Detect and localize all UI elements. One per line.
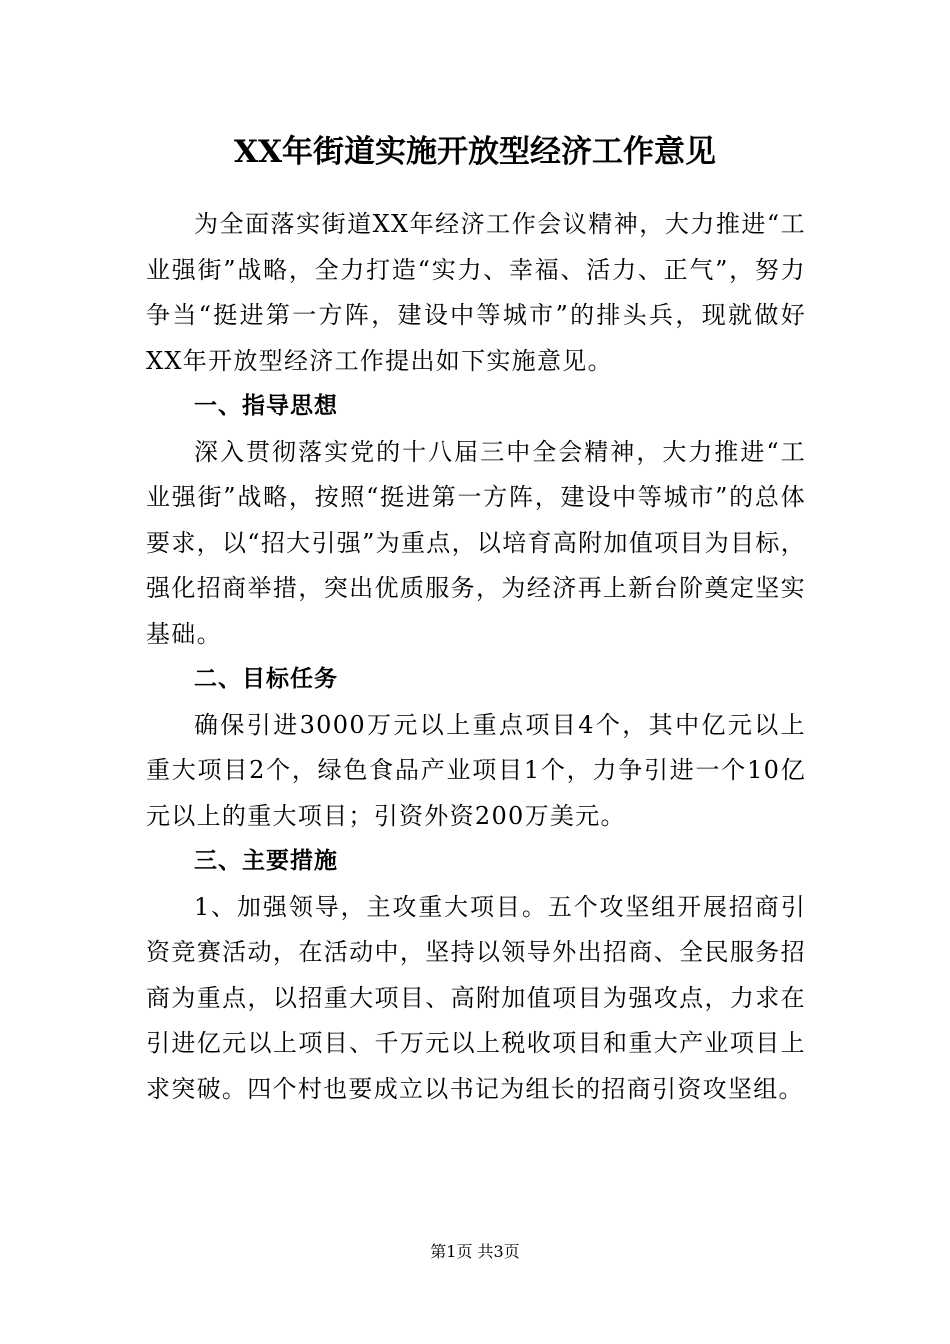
section-paragraph-measures: 1、加强领导，主攻重大项目。五个攻坚组开展招商引资竞赛活动，在活动中，坚持以领导外出招商、全民服务招商为重点，以招重大项目、高附加值项目为强攻点，力求在引进亿元以上项目、千万元以上税收项目和重大产业项目上求突破。四个村也要成立以书记为组长的招商引资攻坚组。 (146, 892, 806, 1103)
section-heading-measures: 三、主要措施 (194, 848, 338, 874)
section-paragraph-targets: 确保引进3000万元以上重点项目4个，其中亿元以上重大项目2个，绿色食品产业项目1个，力争引进一个10亿元以上的重大项目；引资外资200万美元。 (146, 710, 806, 830)
section-heading-guiding-ideology: 一、指导思想 (194, 393, 338, 419)
section-heading-targets: 二、目标任务 (194, 666, 338, 692)
document-title: XX年街道实施开放型经济工作意见 (233, 134, 717, 170)
document-body (146, 202, 806, 1112)
page-footer: 第1页 共3页 (430, 1242, 520, 1261)
intro-paragraph: 为全面落实街道XX年经济工作会议精神，大力推进“工业强街”战略，全力打造“实力、幸福、活力、正气”，努力争当“挺进第一方阵，建设中等城市”的排头兵，现就做好XX年开放型经济工作提出如下实施意见。 (146, 210, 806, 375)
section-paragraph-guiding-ideology: 深入贯彻落实党的十八届三中全会精神，大力推进“工业强街”战略，按照“挺进第一方阵，建设中等城市”的总体要求，以“招大引强”为重点，以培育高附加值项目为目标，强化招商举措，突出优质服务，为经济再上新台阶奠定坚实基础。 (146, 437, 806, 648)
